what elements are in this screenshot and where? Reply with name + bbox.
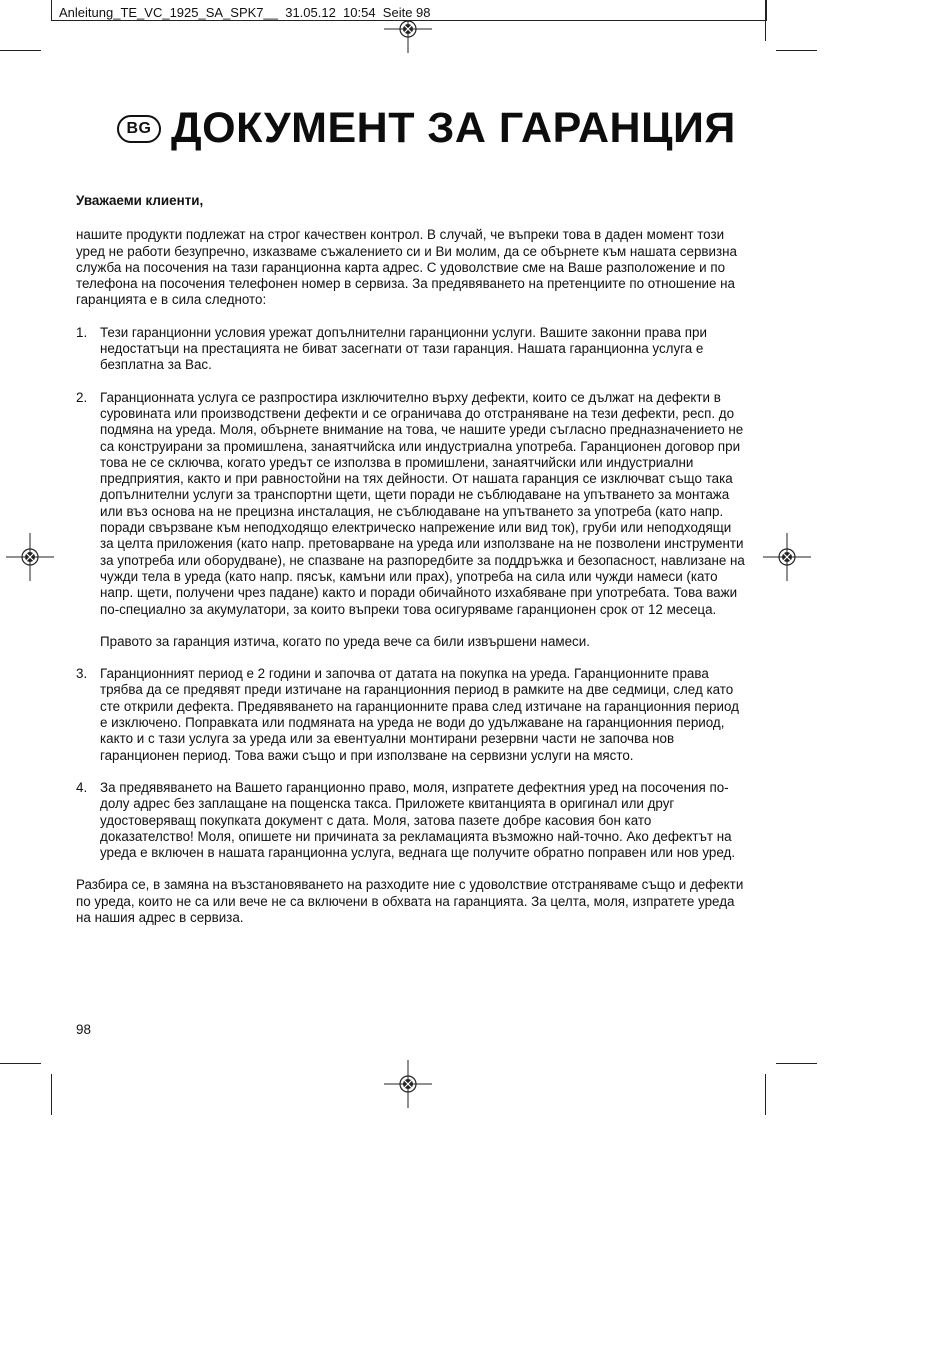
registration-mark-bottom-icon [384, 1060, 432, 1108]
page-title [117, 104, 736, 153]
list-item-number: 2. [76, 389, 88, 405]
crop-mark-bottom-left-v [51, 1074, 52, 1115]
list-item-text: За предявяването на Вашето гаранционно право, моля, изпратете дефектния уред на посочения по-долу адрес без заплащане на пощенска такса. Приложете квитанцията в оригинал или друг удостоверяващ покупката документ с дата. Моля, затова пазете добре касовия бон като доказателство! Моля, опишете ни причината за рекламацията възможно най-точно. Ако дефектът на уреда е включен в нашата гаранционна услуга, веднага ще получите обратно поправен или нов уред. [100, 779, 736, 861]
list-item [76, 390, 748, 650]
page-title-text: ДОКУМЕНТ ЗА ГАРАНЦИЯ [171, 104, 736, 152]
list-item [76, 325, 748, 374]
warranty-body [76, 193, 748, 926]
crop-mark-bottom-left-h [0, 1063, 41, 1064]
list-item-number: 1. [76, 324, 88, 340]
page-number: 98 [76, 1022, 91, 1037]
list-item-text: Тези гаранционни условия урежат допълнителни гаранционни услуги. Вашите законни права при недостатъци на престацията не биват засегнати от тази гаранция. Нашата гаранционна услуга е безплатна за Вас. [100, 324, 707, 373]
greeting: Уважаеми клиенти, [76, 193, 204, 208]
registration-mark-left-icon [6, 533, 54, 581]
list-item-text: Гаранционният период е 2 години и започва от датата на покупка на уреда. Гаранционните права трябва да се предявят преди изтичане на гаранционния период в рамките на две седмици, след като сте открили дефекта. Предявяването на гаранционните права след изтичане на гаранционния период е изключено. Поправката или подмяната на уреда не води до удължаване на гаранционния период, както и с тази услуга за уреда или за евентуални монтирани резервни части не започва нов гаранционен период. Това важи също и при използване на сервизни услуги на място. [100, 666, 739, 763]
list-item-note: Правото за гаранция изтича, когато по уреда вече са били извършени намеси. [100, 633, 590, 649]
list-item-number: 4. [76, 779, 88, 795]
list-item-number: 3. [76, 666, 88, 682]
list-item [76, 666, 748, 764]
warranty-terms-list [76, 325, 748, 862]
registration-mark-right-icon [763, 533, 811, 581]
list-item-text: Гаранционната услуга се разпростира изключително върху дефекти, които се дължат на дефекти в суровината или производствени дефекти и се ограничава до отстраняване на тези дефекти, респ. до подмяна на уреда. Моля, обърнете внимание на това, че нашите уреди съгласно предназначението не са конструирани за промишлена, занаятчийска или индустриална употреба. Гаранционен договор при това не се сключва, когато уредът се използва в промишлени, занаятчийски или индустриални предприятия, както и при равностойни на тях дейности. От нашата гаранция се изключват също така допълнителни услуги за транспортни щети, щети поради не съблюдаване на упътването за монтажа или въз основа на не прецизна инсталация, не съблюдаване на упътването за употреба (като напр. поради свързване към неподходящо електрическо напрежение или вид ток), груби или неподходящи за целта приложения (като напр. претоварване на уреда или използване на не позволени инструменти за употреба или оборудване), не спазване на разпоредбите за поддръжка и безопасност, навлизане на чужди тела в уреда (като напр. пясък, камъни или прах), употреба на сила или чужди намеси (като напр. щети, получени чрез падане) както и поради обичайното изхабяване при употребата. Това важи по-специално за акумулатори, за които въпреки това осигуряваме гаранционен срок от 12 месеца. [100, 389, 745, 617]
intro-paragraph: нашите продукти подлежат на строг качествен контрол. В случай, че въпреки това в даден момент този уред не работи безупречно, изказваме съжалението си и Ви молим, да се обърнете към нашата сервизна служба на посочения на тази гаранционна карта адрес. С удоволствие сме на Ваше разположение и по телефона на посочения телефонен номер в сервиза. За предявяването на претенциите по отношение на гаранцията е в сила следното: [76, 227, 737, 308]
crop-mark-top-right-v [765, 0, 766, 41]
crop-mark-top-left-h [0, 50, 41, 51]
print-slug: Anleitung_TE_VC_1925_SA_SPK7__ 31.05.12 10:54 Seite 98 [59, 5, 431, 20]
crop-mark-bottom-right-h [776, 1063, 817, 1064]
closing-paragraph: Разбира се, в замяна на възстановяването на разходите ние с удоволствие отстраняваме също и дефекти по уреда, които не са или вече не са включени в обхвата на гаранцията. За целта, моля, изпратете уреда на нашия адрес в сервиза. [76, 877, 744, 925]
crop-mark-top-right-h [776, 50, 817, 51]
crop-mark-bottom-right-v [765, 1074, 766, 1115]
language-badge: BG [117, 115, 161, 143]
list-item [76, 780, 748, 861]
